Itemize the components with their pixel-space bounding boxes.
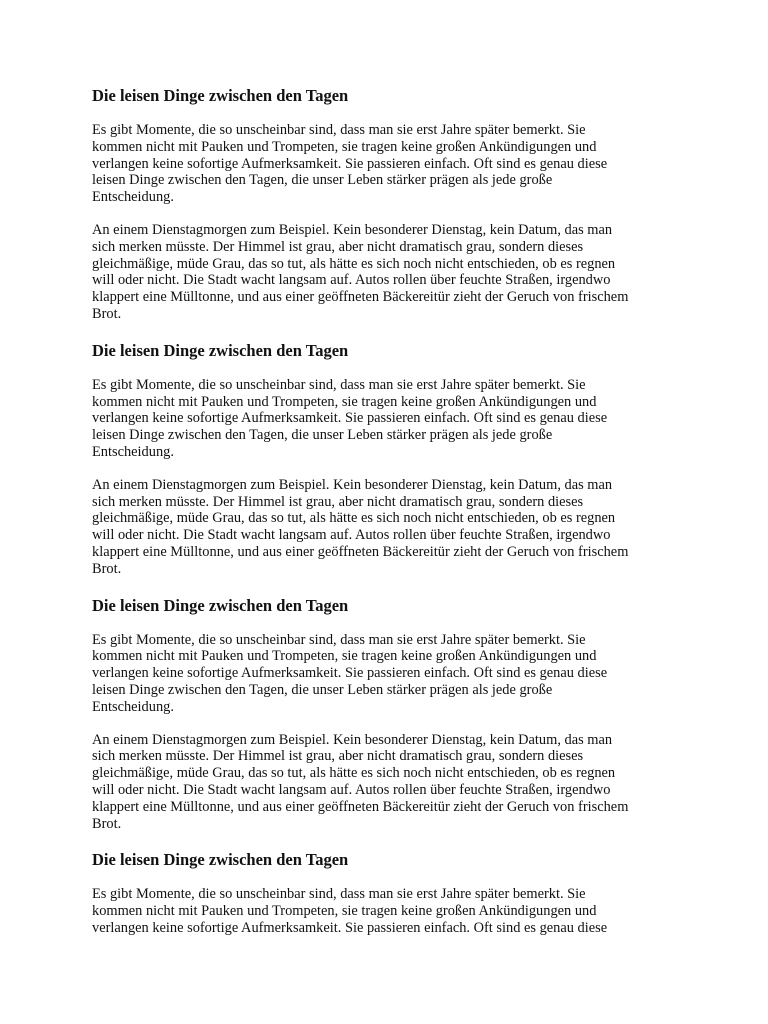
paragraph bbox=[92, 477, 682, 578]
text-line: Entscheidung. bbox=[92, 189, 174, 206]
section-heading: Die leisen Dinge zwischen den Tagen bbox=[92, 86, 349, 105]
text-line: Es gibt Momente, die so unscheinbar sind, dass man sie erst Jahre später bemerkt. Sie bbox=[92, 631, 586, 648]
text-line: leisen Dinge zwischen den Tagen, die unser Leben stärker prägen als jede große bbox=[92, 172, 553, 189]
text-line: sich merken müsste. Der Himmel ist grau, aber nicht dramatisch grau, sondern dieses bbox=[92, 238, 584, 255]
text-line: Brot. bbox=[92, 560, 122, 577]
text-line: Brot. bbox=[92, 815, 122, 832]
text-line: verlangen keine sofortige Aufmerksamkeit. Sie passieren einfach. Oft sind es genau diese bbox=[92, 410, 608, 427]
text-line: Es gibt Momente, die so unscheinbar sind, dass man sie erst Jahre später bemerkt. Sie bbox=[92, 122, 586, 138]
text-line: verlangen keine sofortige Aufmerksamkeit. Sie passieren einfach. Oft sind es genau diese bbox=[92, 155, 608, 172]
text-line: leisen Dinge zwischen den Tagen, die unser Leben stärker prägen als jede große bbox=[92, 681, 553, 698]
text-line: gleichmäßige, müde Grau, das so tut, als hätte es sich noch nicht entschieden, ob es regnen bbox=[92, 255, 616, 272]
document-section bbox=[92, 341, 682, 578]
text-line: Es gibt Momente, die so unscheinbar sind, dass man sie erst Jahre später bemerkt. Sie bbox=[92, 376, 586, 393]
text-line: Es gibt Momente, die so unscheinbar sind, dass man sie erst Jahre später bemerkt. Sie bbox=[92, 886, 586, 903]
section-heading: Die leisen Dinge zwischen den Tagen bbox=[92, 595, 349, 615]
section-heading: Die leisen Dinge zwischen den Tagen bbox=[92, 850, 349, 870]
text-line: An einem Dienstagmorgen zum Beispiel. Kein besonderer Dienstag, kein Datum, das man bbox=[92, 221, 613, 238]
paragraph bbox=[92, 122, 682, 206]
text-line: Brot. bbox=[92, 305, 122, 322]
text-line: kommen nicht mit Pauken und Trompeten, sie tragen keine großen Ankündigungen und bbox=[92, 393, 597, 410]
text-line: An einem Dienstagmorgen zum Beispiel. Kein besonderer Dienstag, kein Datum, das man bbox=[92, 731, 613, 748]
paragraph bbox=[92, 222, 682, 323]
text-line: kommen nicht mit Pauken und Trompeten, sie tragen keine großen Ankündigungen und bbox=[92, 648, 597, 665]
text-line: verlangen keine sofortige Aufmerksamkeit. Sie passieren einfach. Oft sind es genau diese bbox=[92, 665, 608, 682]
text-line: gleichmäßige, müde Grau, das so tut, als hätte es sich noch nicht entschieden, ob es regnen bbox=[92, 765, 616, 782]
text-line: klappert eine Mülltonne, und aus einer geöffneten Bäckereitür zieht der Geruch von frischem bbox=[92, 289, 629, 306]
text-line: An einem Dienstagmorgen zum Beispiel. Kein besonderer Dienstag, kein Datum, das man bbox=[92, 476, 613, 493]
document-section bbox=[92, 850, 682, 936]
text-line: verlangen keine sofortige Aufmerksamkeit. Sie passieren einfach. Oft sind es genau diese bbox=[92, 919, 608, 936]
text-line: klappert eine Mülltonne, und aus einer geöffneten Bäckereitür zieht der Geruch von frischem bbox=[92, 798, 629, 815]
text-line: will oder nicht. Die Stadt wacht langsam auf. Autos rollen über feuchte Straßen, irgendwo bbox=[92, 527, 611, 544]
text-line: kommen nicht mit Pauken und Trompeten, sie tragen keine großen Ankündigungen und bbox=[92, 903, 597, 920]
text-line: will oder nicht. Die Stadt wacht langsam auf. Autos rollen über feuchte Straßen, irgendwo bbox=[92, 272, 611, 289]
text-line: will oder nicht. Die Stadt wacht langsam auf. Autos rollen über feuchte Straßen, irgendwo bbox=[92, 781, 611, 798]
document-section bbox=[92, 596, 682, 833]
text-line: gleichmäßige, müde Grau, das so tut, als hätte es sich noch nicht entschieden, ob es regnen bbox=[92, 510, 616, 527]
paragraph bbox=[92, 632, 682, 716]
document-section bbox=[92, 86, 682, 323]
text-line: leisen Dinge zwischen den Tagen, die unser Leben stärker prägen als jede große bbox=[92, 427, 553, 444]
section-heading: Die leisen Dinge zwischen den Tagen bbox=[92, 340, 349, 360]
paragraph bbox=[92, 886, 682, 936]
text-line: Entscheidung. bbox=[92, 443, 174, 460]
text-line: sich merken müsste. Der Himmel ist grau, aber nicht dramatisch grau, sondern dieses bbox=[92, 748, 584, 765]
paragraph bbox=[92, 377, 682, 461]
paragraph bbox=[92, 732, 682, 833]
text-line: Entscheidung. bbox=[92, 698, 174, 715]
text-line: kommen nicht mit Pauken und Trompeten, sie tragen keine großen Ankündigungen und bbox=[92, 138, 597, 155]
document-body bbox=[92, 86, 682, 937]
text-line: sich merken müsste. Der Himmel ist grau, aber nicht dramatisch grau, sondern dieses bbox=[92, 493, 584, 510]
text-line: klappert eine Mülltonne, und aus einer geöffneten Bäckereitür zieht der Geruch von frischem bbox=[92, 543, 629, 560]
